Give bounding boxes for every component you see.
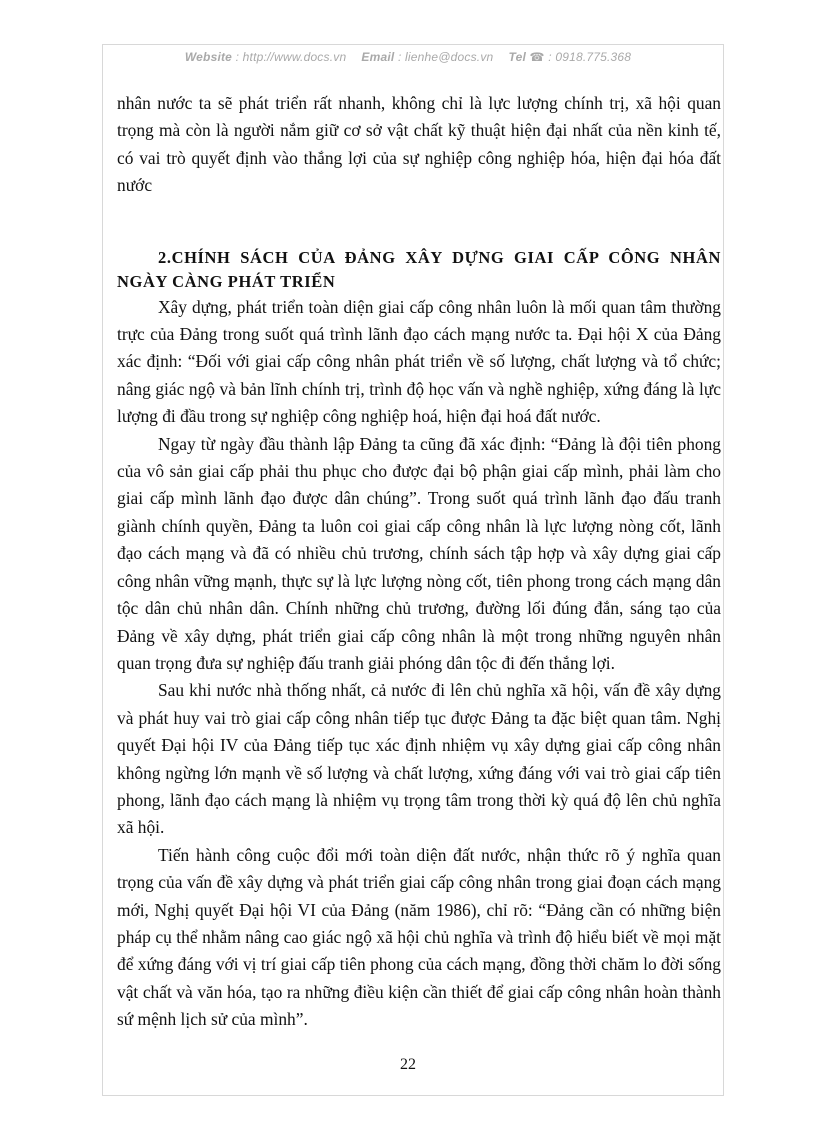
- paragraph: Xây dựng, phát triển toàn diện giai cấp công nhân luôn là mối quan tâm thường trực của Đảng trong suốt quá trình lãnh đạo cách mạng nước ta. Đại hội X của Đảng xác định: “Đối với giai cấp công nhân phát triển về số lượng, chất lượng và tổ chức; nâng giác ngộ và bản lĩnh chính trị, trình độ học vấn và nghề nghiệp, xứng đáng là lực lượng đi đầu trong sự nghiệp công nghiệp hoá, hiện đại hoá đất nước.: [117, 296, 721, 427]
- website-value: : http://www.docs.vn: [235, 50, 347, 64]
- section-heading: 2.CHÍNH SÁCH CỦA ĐẢNG XÂY DỰNG GIAI CẤP CÔNG NHÂN NGÀY CÀNG PHÁT TRIỂN: [117, 247, 721, 291]
- website-label: Website: [184, 50, 233, 64]
- paragraph-continuation: nhân nước ta sẽ phát triển rất nhanh, không chỉ là lực lượng chính trị, xã hội quan trọng mà còn là người nắm giữ cơ sở vật chất kỹ thuật hiện đại nhất của nền kinh tế, có vai trò quyết định vào thắng lợi của sự nghiệp công nghiệp hóa, hiện đại hóa đất nước: [117, 93, 721, 196]
- page-number: 22: [400, 1056, 416, 1073]
- paragraph: Ngay từ ngày đầu thành lập Đảng ta cũng đã xác định: “Đảng là đội tiên phong của vô sản giai cấp phải thu phục cho được đại bộ phận giai cấp mình, phải làm cho giai cấp mình lãnh đạo được dân chúng”. Trong suốt quá trình lãnh đạo đấu tranh giành chính quyền, Đảng ta luôn coi giai cấp công nhân là lực lượng nòng cốt, lãnh đạo cách mạng và đã có nhiều chủ trương, chính sách tập hợp và xây dựng giai cấp công nhân vững mạnh, thực sự là lực lượng nòng cốt, tiên phong trong cách mạng dân tộc dân chủ nhân dân. Chính những chủ trương, đường lối đúng đắn, sáng tạo của Đảng về xây dựng, phát triển giai cấp công nhân là một trong những nguyên nhân quan trọng đưa sự nghiệp đấu tranh giải phóng dân tộc đi đến thắng lợi.: [117, 433, 721, 673]
- page-header: [0, 50, 816, 64]
- tel-value: : 0918.775.368: [548, 50, 632, 64]
- document-body: [117, 90, 721, 1034]
- tel-label: Tel ☎: [508, 50, 545, 64]
- paragraph: Tiến hành công cuộc đổi mới toàn diện đất nước, nhận thức rõ ý nghĩa quan trọng của vấn đề xây dựng và phát triển giai cấp công nhân trong giai đoạn cách mạng mới, Nghị quyết Đại hội VI của Đảng (năm 1986), chỉ rõ: “Đảng cần có những biện pháp cụ thể nhằm nâng cao giác ngộ xã hội chủ nghĩa và trình độ hiểu biết về mọi mặt để xứng đáng với vị trí giai cấp tiên phong của cách mạng, đồng thời chăm lo đời sống vật chất và văn hóa, tạo ra những điều kiện cần thiết để giai cấp công nhân hoàn thành sứ mệnh lịch sử của mình”.: [117, 844, 721, 1030]
- paragraph: Sau khi nước nhà thống nhất, cả nước đi lên chủ nghĩa xã hội, vấn đề xây dựng và phát huy vai trò giai cấp công nhân tiếp tục được Đảng ta đặc biệt quan tâm. Nghị quyết Đại hội IV của Đảng tiếp tục xác định nhiệm vụ xây dựng giai cấp công nhân không ngừng lớn mạnh về số lượng và chất lượng, xứng đáng với vai trò giai cấp tiên phong, lãnh đạo cách mạng là nhiệm vụ trọng tâm trong thời kỳ quá độ lên chủ nghĩa xã hội.: [117, 680, 721, 838]
- email-label: Email: [361, 50, 395, 64]
- email-value: : lienhe@docs.vn: [397, 50, 494, 64]
